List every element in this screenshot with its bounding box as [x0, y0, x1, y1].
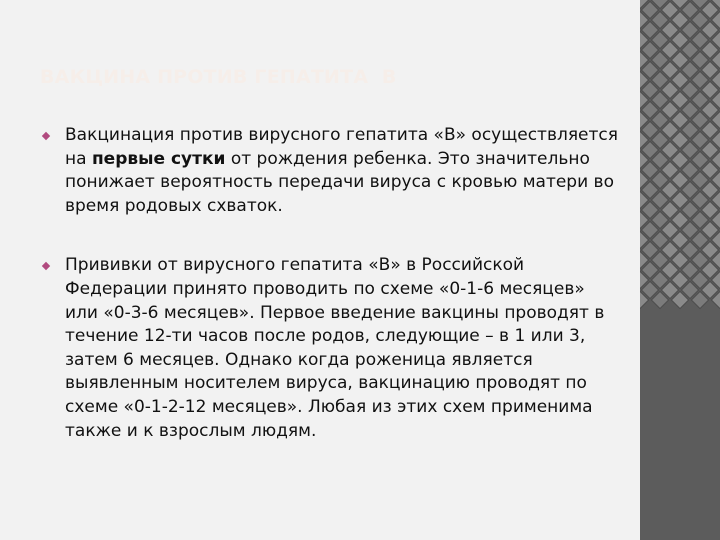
bullet-text: Прививки от вирусного гепатита «В» в Российской Федерации принято проводить по схеме «0-1-6 месяцев» или «0-3-6 месяцев». Первое введение вакцины проводят в течение 12-ти часов после родов, следующие – в 1 или 3, затем 6 месяцев. Однако когда роженица является выявленным носителем вируса, вакцинацию проводят по схеме «0-1-2-12 месяцев». Любая из этих схем применима также и к взрослым людям. [65, 255, 605, 441]
diamond-bullet-icon [41, 261, 51, 271]
bullet-item-vaccination-timing [40, 124, 620, 218]
diamond-bullet-icon [41, 131, 51, 141]
bullet-text-end: от рождения ребенка. Это значительно понижает вероятность передачи вируса с кровью матери во время родовых схваток. [65, 148, 614, 216]
slide-title: ВАКЦИНА ПРОТИВ ГЕПАТИТА В [40, 66, 397, 88]
checkered-diamond-pattern [640, 0, 720, 540]
bullet-text-emphasis: первые сутки [91, 148, 226, 169]
bullet-item-vaccination-schedule [40, 254, 620, 443]
side-pattern-panel [640, 0, 720, 540]
bullet-text-start: Вакцинация против вирусного гепатита «В» осуществляется на [65, 125, 618, 169]
slide-content [40, 124, 620, 443]
